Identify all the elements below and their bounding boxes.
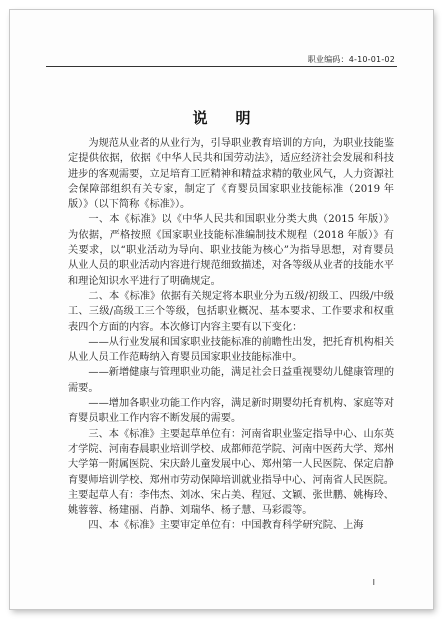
paragraph-intro: 为规范从业者的从业行为，引导职业教育培训的方向，为职业技能鉴定提供依据，依据《中华人民共和国劳动法》，适应经济社会发展和科技进步的客观需要，立足培育工匠精神和精益求精的敬业风气，人力资源社会保障部组织有关专家，制定了《育婴员国家职业技能标准（2019 年版）》（以下简称《标准》）。 [68,138,395,211]
document-body [68,136,394,534]
paragraph-section-4: 四、本《标准》主要审定单位有：中国教育科学研究院、上海 [88,520,364,532]
header-rule [46,66,397,67]
paragraph-section-2: 二、本《标准》依据有关规定将本职业分为五级/初级工、四级/中级工、三级/高级工三个等级，包括职业概况、基本要求、工作要求和权重表四个方面的内容。本次修订内容主要有以下变化： [68,290,394,333]
document-page [10,10,433,609]
page-title: 说明 [192,109,279,127]
paragraph-change-1: ——从行业发展和国家职业技能标准的前瞻性出发，把托育机构相关从业人员工作范畴纳入育婴员国家职业技能标准中。 [68,336,395,364]
paragraph-section-3: 三、本《标准》主要起草单位有：河南省职业鉴定指导中心、山东英才学院、河南春晨职业培训学校、成都师范学院、河南中医药大学、郑州大学第一附属医院、宋庆龄儿童发展中心、郑州第一人民医院、保定启静育婴师培训学校、郑州市劳动保障培训就业指导中心、河南省人民医院。主要起草人有：李伟杰、刘冰、宋占美、程冠、文颖、张世鹏、姚梅玲、姚蓉蓉、杨建丽、肖静、刘瑞华、杨子慧、马彩霞等。 [68,428,395,517]
occupation-code: 职业编码：4-10-01-02 [307,55,395,64]
paragraph-change-3: ——增加各职业功能工作内容，满足新时期婴幼托育机构、家庭等对育婴员职业工作内容不断发展的需要。 [68,398,395,425]
paragraph-change-2: ——新增健康与管理职业功能，满足社会日益重视婴幼儿健康管理的需要。 [68,367,395,394]
page-number: I [372,578,375,587]
paragraph-section-1: 一、本《标准》以《中华人民共和国职业分类大典（2015 年版）》为依据，严格按照《国家职业技能标准编制技术规程（2018 年版）》有关要求，以“职业活动为导向、职业技能为核心”为指导思想，对育婴员从业人员的职业活动内容进行规范细致描述，对各等级从业者的技能水平和理论知识水平进行了明确规定。 [68,214,394,287]
